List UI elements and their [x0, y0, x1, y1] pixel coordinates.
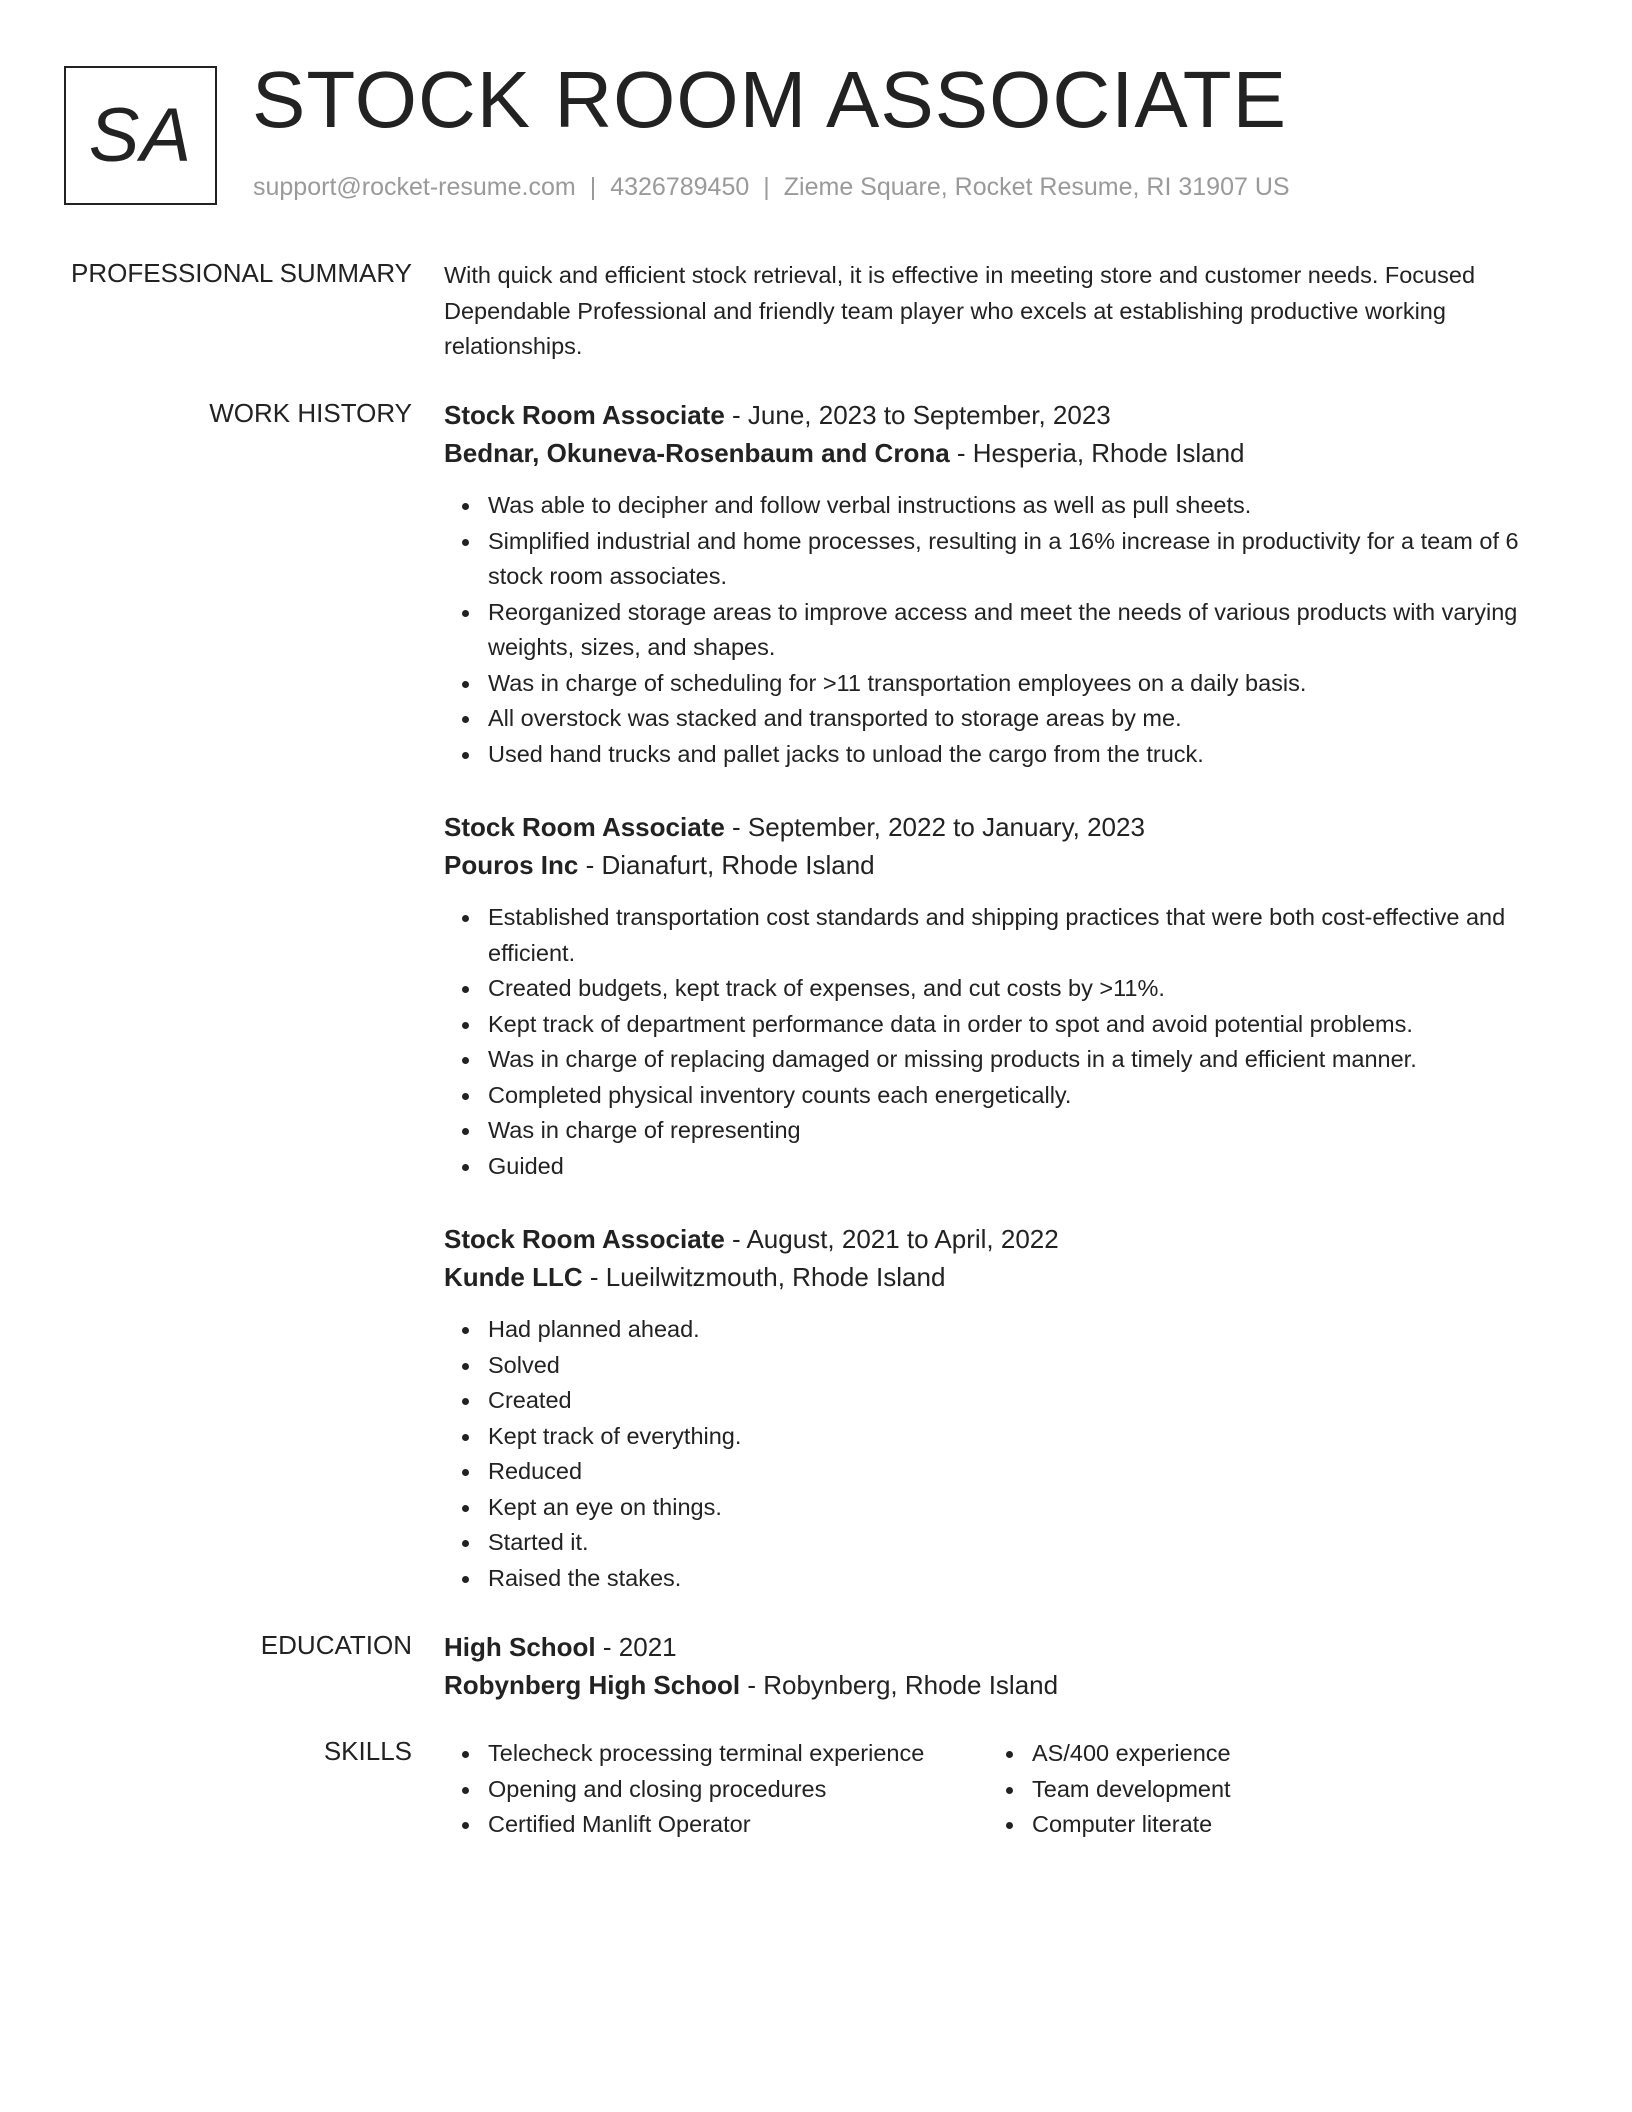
education-entry: [444, 1628, 1556, 1704]
list-item: Was in charge of representing: [488, 1113, 1556, 1149]
job-title: Stock Room Associate: [444, 812, 725, 842]
job-company-line: [444, 846, 1556, 884]
list-item: Started it.: [488, 1525, 1556, 1561]
list-item: All overstock was stacked and transported to storage areas by me.: [488, 701, 1556, 737]
contact-line: [253, 173, 1290, 202]
list-item: Completed physical inventory counts each energetically.: [488, 1078, 1556, 1114]
section-heading-education: EDUCATION: [260, 1630, 412, 1660]
job-company: Pouros Inc: [444, 850, 579, 880]
job-title-line: [444, 808, 1556, 846]
job-entry: [444, 396, 1556, 772]
list-item: Telecheck processing terminal experience: [488, 1736, 924, 1772]
job-title-line: [444, 1220, 1556, 1258]
job-dates: - September, 2022 to January, 2023: [724, 812, 1145, 842]
job-title-line: [444, 396, 1556, 434]
education-school: Robynberg High School: [444, 1670, 741, 1700]
contact-address: Zieme Square, Rocket Resume, RI 31907 US: [783, 173, 1290, 201]
education-degree-line: [444, 1628, 1556, 1666]
skills-list: [988, 1736, 1231, 1843]
skills-column-1: [444, 1736, 924, 1843]
job-entry: [444, 1220, 1556, 1596]
skills-list: [444, 1736, 924, 1843]
job-dates: - August, 2021 to April, 2022: [724, 1224, 1059, 1254]
list-item: Was in charge of replacing damaged or missing products in a timely and efficient manner.: [488, 1042, 1556, 1078]
summary-text: With quick and efficient stock retrieval, it is effective in meeting store and customer needs. Focused Dependable Professional and friendly team player who excels at establishing productive working relationships.: [444, 262, 1476, 359]
education-year: - 2021: [595, 1632, 677, 1662]
job-title: Stock Room Associate: [444, 400, 725, 430]
section-heading-summary: PROFESSIONAL SUMMARY: [71, 258, 412, 288]
section-heading-work-history: WORK HISTORY: [209, 398, 412, 428]
education-school-line: [444, 1666, 1556, 1704]
list-item: Kept track of everything.: [488, 1419, 1556, 1455]
list-item: Was in charge of scheduling for >11 transportation employees on a daily basis.: [488, 666, 1556, 702]
job-location: - Dianafurt, Rhode Island: [578, 850, 875, 880]
job-location: - Lueilwitzmouth, Rhode Island: [582, 1262, 946, 1292]
list-item: AS/400 experience: [1032, 1736, 1231, 1772]
list-item: Used hand trucks and pallet jacks to unload the cargo from the truck.: [488, 737, 1556, 773]
resume-name: STOCK ROOM ASSOCIATE: [252, 55, 1287, 144]
contact-phone: 4326789450: [610, 173, 750, 201]
list-item: Created: [488, 1383, 1556, 1419]
job-company: Kunde LLC: [444, 1262, 583, 1292]
contact-separator: |: [763, 173, 770, 201]
job-company-line: [444, 434, 1556, 472]
list-item: Team development: [1032, 1772, 1231, 1808]
list-item: Raised the stakes.: [488, 1561, 1556, 1597]
education-degree: High School: [444, 1632, 596, 1662]
list-item: Simplified industrial and home processes, resulting in a 16% increase in productivity for a team of 6 stock room associates.: [488, 524, 1556, 595]
list-item: Opening and closing procedures: [488, 1772, 924, 1808]
education-location: - Robynberg, Rhode Island: [740, 1670, 1059, 1700]
job-entry: [444, 808, 1556, 1184]
list-item: Had planned ahead.: [488, 1312, 1556, 1348]
job-duties-list: [444, 900, 1556, 1184]
list-item: Reorganized storage areas to improve access and meet the needs of various products with varying weights, sizes, and shapes.: [488, 595, 1556, 666]
list-item: Guided: [488, 1149, 1556, 1185]
job-duties-list: [444, 488, 1556, 772]
list-item: Kept an eye on things.: [488, 1490, 1556, 1526]
list-item: Reduced: [488, 1454, 1556, 1490]
contact-email: support@rocket-resume.com: [253, 173, 576, 201]
job-dates: - June, 2023 to September, 2023: [724, 400, 1111, 430]
skills-column-2: [988, 1736, 1231, 1843]
list-item: Certified Manlift Operator: [488, 1807, 924, 1843]
initials-text: SA: [88, 93, 193, 178]
list-item: Established transportation cost standards and shipping practices that were both cost-effective and efficient.: [488, 900, 1556, 971]
section-heading-skills: SKILLS: [323, 1736, 412, 1766]
list-item: Solved: [488, 1348, 1556, 1384]
list-item: Created budgets, kept track of expenses, and cut costs by >11%.: [488, 971, 1556, 1007]
job-company: Bednar, Okuneva-Rosenbaum and Crona: [444, 438, 950, 468]
list-item: Was able to decipher and follow verbal instructions as well as pull sheets.: [488, 488, 1556, 524]
job-company-line: [444, 1258, 1556, 1296]
contact-separator: |: [589, 173, 597, 201]
job-duties-list: [444, 1312, 1556, 1596]
job-title: Stock Room Associate: [444, 1224, 725, 1254]
initials-monogram: [64, 66, 217, 205]
job-location: - Hesperia, Rhode Island: [949, 438, 1245, 468]
list-item: Computer literate: [1032, 1807, 1231, 1843]
list-item: Kept track of department performance data in order to spot and avoid potential problems.: [488, 1007, 1556, 1043]
